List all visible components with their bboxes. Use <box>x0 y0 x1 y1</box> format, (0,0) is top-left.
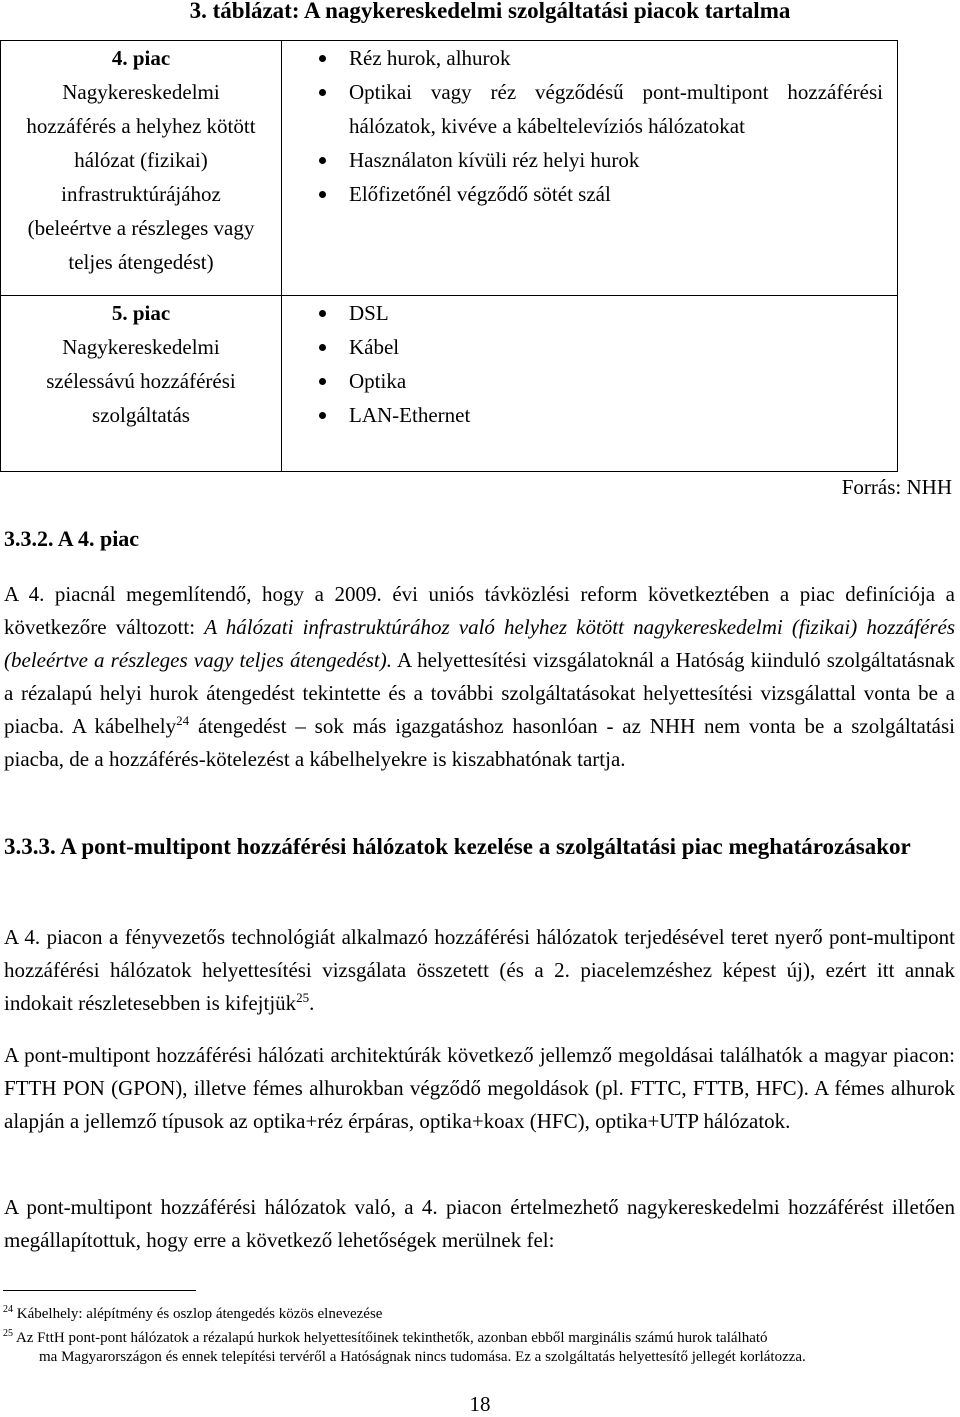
bullet-icon <box>319 344 326 351</box>
section-heading: 3.3.2. A 4. piac <box>4 526 140 551</box>
paragraph: A 4. piacnál megemlítendő, hogy a 2009. évi uniós távközlési reform következtében a piac definíciója a következőre változott: A hálózati infrastruktúrához való helyhez kötött nagykereskedelmi (fizikai) hozzáférés (beleértve a részleges vagy teljes átengedést). A helyettesítési vizsgálatoknál a Hatóság kiinduló szolgáltatásnak a rézalapú helyi hurok átengedést tekintette és a további szolgáltatásokat helyettesítési vizsgálattal vonta be a piacba. A kábelhely$^{24}$ átengedést – sok más igazgatáshoz hasonlóan - az NHH nem vonta be a szolgáltatási piacba, de a hozzáférés-kötelezést a kábelhelyekre is kiszabhatónak tartja. <box>4 582 955 771</box>
market-definition: A hálózati infrastruktúrához való helyhez kötött nagykereskedelmi (fizikai) hozzáférés (beleértve a részleges vagy teljes átengedést). <box>4 615 955 672</box>
footnote-number: 25 <box>3 1328 13 1339</box>
paragraph: A 4. piacon a fényvezetős technológiát alkalmazó hozzáférési hálózatok terjedésével teret nyerő pont-multipont hozzáférési hálózatok helyettesítési vizsgálata összetett (és a 2. piacelemzéshez képest új), ezért itt annak indokait részletesebben is kifejtjük$^{25}$. <box>4 925 955 1015</box>
paragraph: A pont-multipont hozzáférési hálózatok való, a 4. piacon értelmezhető nagykereskedelmi hozzáférést illetően megállapítottuk, hogy erre a következő lehetőségek merülnek fel: <box>4 1195 955 1252</box>
bullet-icon <box>319 378 326 385</box>
market-name: 5. piac <box>111 301 171 325</box>
market-table <box>0 40 898 472</box>
table-source: Forrás: NHH <box>841 475 952 499</box>
list-item: Réz hurok, alhurok <box>319 41 883 75</box>
footnote-ref: 24 <box>176 713 190 728</box>
list-item: Optikai vagy réz végződésű pont-multipont hozzáférési hálózatok, kivéve a kábeltelevíziós hálózatokat <box>319 75 883 143</box>
footnote-divider <box>3 1290 196 1291</box>
bullet-icon <box>319 310 326 317</box>
list-item: LAN-Ethernet <box>319 398 883 432</box>
list-item: Használaton kívüli réz helyi hurok <box>319 143 883 177</box>
market-description: Nagykereskedelmi hozzáférés a helyhez kötött hálózat (fizikai) infrastruktúrájához (beleértve a részleges vagy teljes átengedést) <box>26 80 256 274</box>
footnote-number: 24 <box>3 1304 13 1315</box>
footnote: $^{24}$ Kábelhely: alépítmény és oszlop átengedés közös elnevezése <box>3 1304 383 1322</box>
footnote: $^{25}$ Az FttH pont-pont hálózatok a rézalapú hurkok helyettesítőinek tekinthetők, azonban ebből marginális számú hurok található ma Magyarországon és ennek telepítési tervéről a Hatóságnak nincs tudomása. Ez a szolgáltatás helyettesítő jellegét korlátozza. <box>3 1328 806 1365</box>
list-item: Optika <box>319 364 883 398</box>
bullet-icon <box>319 89 326 96</box>
footnote-ref: 25 <box>296 990 310 1005</box>
table-row <box>1 41 898 296</box>
bullet-icon <box>319 157 326 164</box>
list-item: DSL <box>319 296 883 330</box>
market-name: 4. piac <box>111 46 171 70</box>
bullet-icon <box>319 55 326 62</box>
item-list <box>282 296 897 432</box>
page-number: 18 <box>469 1392 491 1416</box>
list-item: Kábel <box>319 330 883 364</box>
market-cell <box>1 296 282 472</box>
item-list <box>282 41 897 211</box>
table-title: 3. táblázat: A nagykereskedelmi szolgáltatási piacok tartalma <box>189 0 791 23</box>
market-items-cell <box>282 41 898 296</box>
bullet-icon <box>319 412 326 419</box>
market-items-cell <box>282 296 898 472</box>
paragraph: A pont-multipont hozzáférési hálózati architektúrák következő jellemző megoldásai találhatók a magyar piacon: FTTH PON (GPON), illetve fémes alhurokban végződő megoldások (pl. FTTC, FTTB, HFC). A fémes alhurok alapján a jellemző típusok az optika+réz érpáras, optika+koax (HFC), optika+UTP hálózatok. <box>4 1043 955 1133</box>
list-item: Előfizetőnél végződő sötét szál <box>319 177 883 211</box>
market-cell <box>1 41 282 296</box>
market-description: Nagykereskedelmi szélessávú hozzáférési szolgáltatás <box>46 335 236 427</box>
section-heading: 3.3.3. A pont-multipont hozzáférési hálózatok kezelése a szolgáltatási piac meghatározásakor <box>4 834 911 859</box>
table-row <box>1 296 898 472</box>
bullet-icon <box>319 191 326 198</box>
